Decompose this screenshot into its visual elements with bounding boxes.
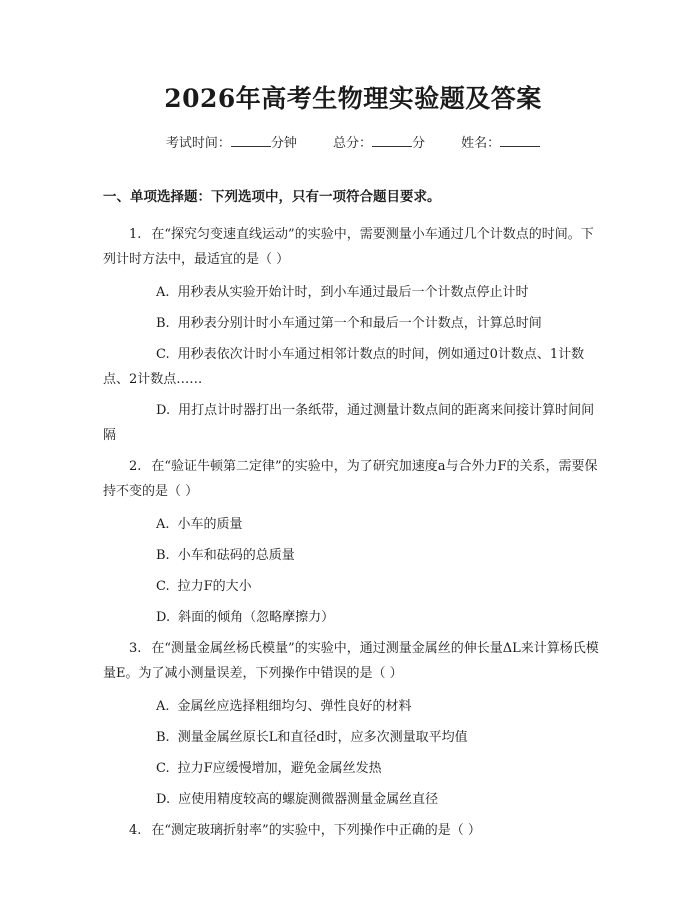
- score-blank: [372, 133, 412, 147]
- option: A. 用秒表从实验开始计时，到小车通过最后一个计数点停止计时: [156, 285, 529, 300]
- option: C. 拉力F应缓慢增加，避免金属丝发热: [156, 761, 382, 776]
- question-4: 4. 在“测定玻璃折射率”的实验中，下列操作中正确的是（ ）: [129, 823, 481, 838]
- question-3: 3. 在“测量金属丝杨氏模量”的实验中，通过测量金属丝的伸长量ΔL来计算杨氏模量E。为了减小测量误差，下列操作中错误的是（ ）: [103, 641, 599, 681]
- page-title: 2026年高考生物理实验题及答案: [164, 84, 542, 113]
- option: A. 金属丝应选择粗细均匀、弹性良好的材料: [156, 699, 412, 714]
- option: D. 斜面的倾角（忽略摩擦力）: [156, 610, 335, 625]
- option: D. 应使用精度较高的螺旋测微器测量金属丝直径: [156, 792, 439, 807]
- exam-score: 总分： 分: [333, 136, 425, 151]
- option: A. 小车的质量: [156, 517, 243, 532]
- exam-name: 姓名：: [461, 136, 540, 151]
- option: B. 用秒表分别计时小车通过第一个和最后一个计数点，计算总时间: [156, 316, 542, 331]
- option: B. 小车和砝码的总质量: [156, 548, 295, 563]
- questions: [103, 222, 603, 843]
- exam-info: [103, 133, 603, 153]
- option: C. 拉力F的大小: [156, 579, 252, 594]
- exam-time: 考试时间： 分钟: [166, 136, 297, 151]
- option: C. 用秒表依次计时小车通过相邻计数点的时间，例如通过0计数点、1计数点、2计数点……: [103, 347, 585, 387]
- option: B. 测量金属丝原长L和直径d时，应多次测量取平均值: [156, 730, 468, 745]
- question-1: 1. 在“探究匀变速直线运动”的实验中，需要测量小车通过几个计数点的时间。下列计时方法中，最适宜的是（ ）: [103, 227, 594, 267]
- option: D. 用打点计时器打出一条纸带，通过测量计数点间的距离来间接计算时间间隔: [103, 403, 595, 443]
- section-heading: 一、单项选择题：下列选项中，只有一项符合题目要求。: [103, 189, 441, 205]
- name-blank: [500, 133, 540, 147]
- time-blank: [231, 133, 271, 147]
- question-2: 2. 在“验证牛顿第二定律”的实验中，为了研究加速度a与合外力F的关系，需要保持不变的是（ ）: [103, 459, 598, 499]
